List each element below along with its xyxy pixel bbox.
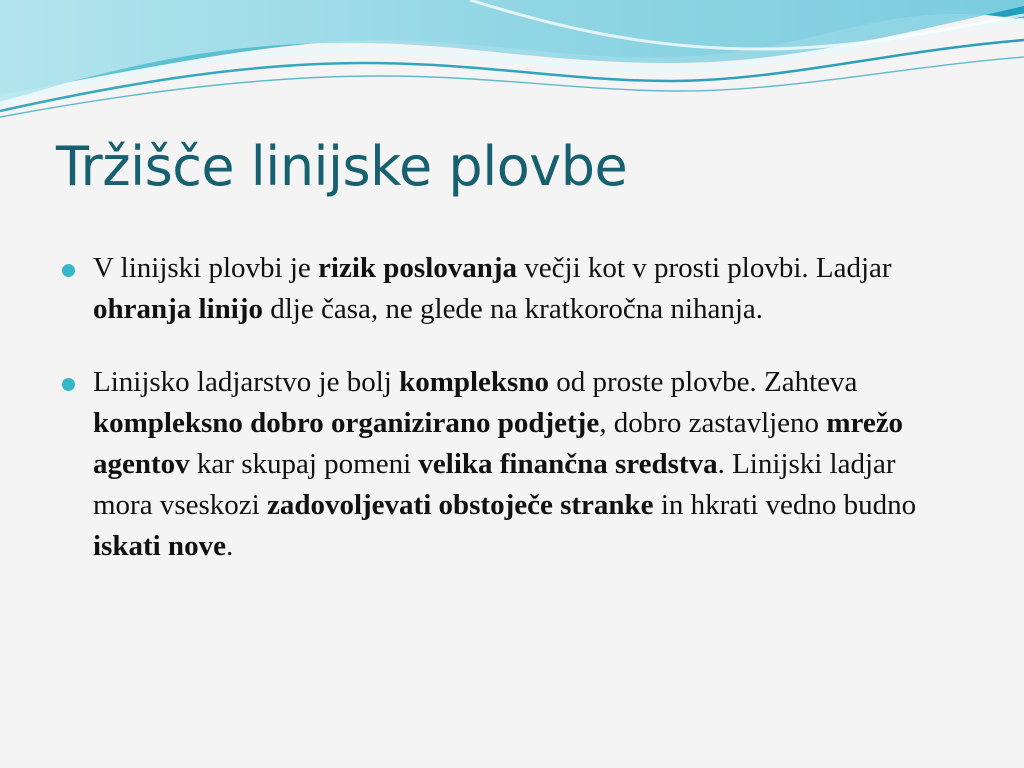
bullet-text-segment: od proste plovbe. Zahteva <box>548 366 858 398</box>
bullet-text-segment: V linijski plovbi je <box>93 252 319 284</box>
header-wave-decoration <box>0 0 1024 125</box>
bullet-text-segment: kar skupaj pomeni <box>189 448 419 480</box>
bullet-dot-icon <box>62 378 75 391</box>
bullet-text-segment: Linijsko ladjarstvo je bolj <box>93 366 400 398</box>
bullet-text-segment: . Linijski ladjar mora vseskozi <box>93 448 896 521</box>
bullet-item-2 <box>62 362 962 567</box>
bullet-bold-segment: zadovoljevati obstoječe stranke <box>266 489 654 521</box>
bullet-item-1 <box>62 248 962 330</box>
bullet-dot-icon <box>62 264 75 277</box>
bullet-text-segment: , dobro zastavljeno <box>599 407 827 439</box>
bullet-text-segment: . <box>225 530 234 562</box>
bullet-bold-segment: iskati nove <box>93 530 226 562</box>
bullet-bold-segment: kompleksno <box>399 366 549 398</box>
bullet-bold-segment: mrežo agentov <box>93 407 904 480</box>
slide-title: Tržišče linijske plovbe <box>56 135 628 198</box>
bullet-list <box>62 248 962 567</box>
bullet-bold-segment: rizik poslovanja <box>318 252 518 284</box>
bullet-bold-segment: kompleksno dobro organizirano podjetje <box>93 407 600 439</box>
bullet-bold-segment: ohranja linijo <box>93 293 263 325</box>
bullet-text-segment: in hkrati vedno budno <box>653 489 917 521</box>
bullet-text-segment: večji kot v prosti plovbi. Ladjar <box>517 252 892 284</box>
bullet-bold-segment: velika finančna sredstva <box>418 448 718 480</box>
bullet-text-segment: dlje časa, ne glede na kratkoročna nihanja. <box>263 293 764 325</box>
